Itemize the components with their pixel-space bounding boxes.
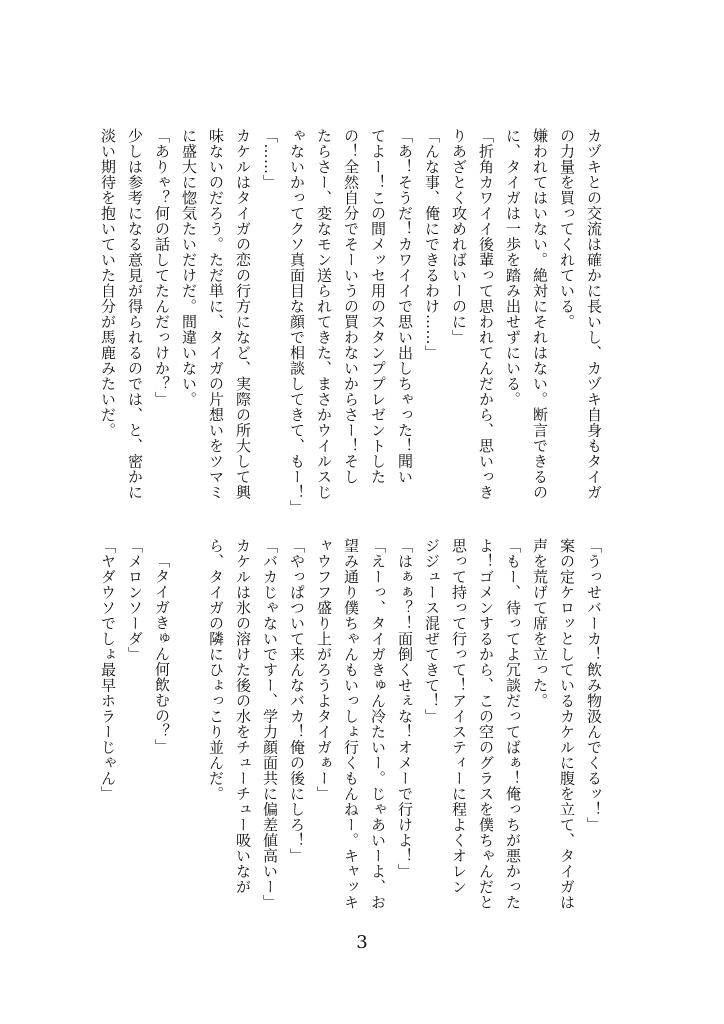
text-line: カヅキとの交流は確かに長いし、カヅキ自身もタイガ	[585, 128, 603, 500]
text-line: に盛大に惚気たいだけだ。間違いない。	[180, 128, 198, 407]
text-line: 淡い期待を抱いていた自分が馬鹿みたいだ。	[99, 128, 117, 438]
text-line: 「折角カワイイ後輩って思われてんだから、思いっき	[477, 128, 495, 500]
text-line: てよー！この間メッセ用のスタンププレゼントした	[369, 128, 387, 485]
text-line: 嫌われてはいない。絶対にそれはない。断言できるの	[531, 128, 549, 500]
text-line: 「はぁぁ？！面倒くせぇな！オメーで行けよ！」	[396, 538, 414, 879]
text-line: の力量を買ってくれている。	[558, 128, 576, 330]
text-line: たらさー、変なモン送られてきた、まさかウイルスじ	[315, 128, 333, 500]
text-line: 「タイガきゅん何飲むの？」	[153, 553, 171, 755]
text-line: 案の定ケロッとしているカケルに腹を立て、タイガは	[558, 538, 576, 910]
text-line: よ！ゴメンするから、この空のグラスを僕ちゃんだと	[477, 538, 495, 910]
text-line: カケルはタイガの恋の行方になど、実際の所大して興	[234, 128, 252, 500]
text-line: ゃないかってクソ真面目な顔で相談してきて、もー！」	[288, 128, 306, 516]
text-line: 「やっぱついて来んなバカ！俺の後にしろ！」	[288, 538, 306, 864]
text-line: ら、タイガの隣にひょっこり並んだ。	[207, 538, 225, 802]
text-line: 味ないのだろう。ただ単に、タイガの片想いをツマミ	[207, 128, 225, 500]
text-line: りあざとく攻めればいーのに」	[450, 128, 468, 345]
text-line: 声を荒げて席を立った。	[531, 538, 549, 709]
text-line: 「メロンソーダ」	[126, 538, 144, 662]
text-line: カケルは氷の溶けた後の水をチューチュー吸いなが	[234, 538, 252, 895]
text-line: に、タイガは一歩を踏み出せずにいる。	[504, 128, 522, 407]
text-line: 「ヤダウソでしょ最早ホラーじゃん」	[99, 538, 117, 802]
text-line: 「うっせバーカ！飲み物汲んでくるッ！」	[585, 538, 603, 833]
blank-line	[175, 538, 202, 908]
text-line: 「……」	[261, 128, 279, 190]
text-line: 「えーっ、タイガきゅん冷たいー。じゃあいーよ、お	[369, 538, 387, 910]
text-line: 「あ！そうだ！カワイイで思い出しちゃった！聞い	[396, 128, 414, 485]
text-line: ジジュース混ぜてきて！」	[423, 538, 441, 724]
text-line: 「バカじゃないですー、学力顔面共に偏差値高いー」	[261, 538, 279, 910]
text-line: 「もー、待ってよ冗談だってばぁ！俺っちが悪かった	[504, 538, 522, 910]
bottom-text-block	[94, 538, 607, 908]
top-text-block	[94, 128, 607, 516]
text-line: 思って持って行って！アイスティーに程よくオレン	[450, 538, 468, 895]
text-line: 「ありゃ？何の話してたんだっけか？」	[153, 128, 171, 407]
text-line: 「んな事、俺にできるわけ……」	[423, 128, 441, 361]
text-line: 望み通り僕ちゃんもいっしょ行くもんねー。キャッキ	[342, 538, 360, 910]
text-line: の！全然自分でそーいうの買わないからさー！そし	[342, 128, 360, 485]
text-line: ャウフフ盛り上がろうよタイガぁー」	[315, 538, 333, 802]
page-number: 3	[356, 932, 368, 953]
text-line: 少しは参考になる意見が得られるのでは、と、密かに	[126, 128, 144, 500]
